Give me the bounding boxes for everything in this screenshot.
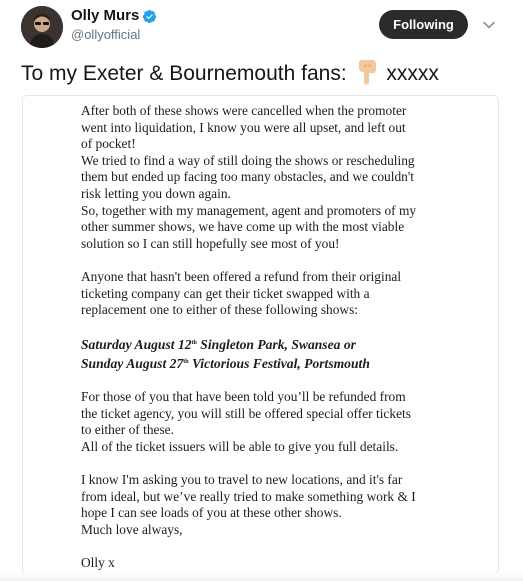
letter-signature: Olly x	[81, 555, 115, 571]
show-line-2	[81, 354, 461, 373]
tweet-text	[21, 58, 439, 90]
paragraph-gap	[81, 373, 461, 390]
paragraph-gap	[81, 455, 461, 472]
letter-text	[81, 103, 461, 572]
paragraph-gap	[81, 319, 461, 336]
following-button[interactable]: Following	[379, 10, 468, 39]
avatar[interactable]	[21, 6, 63, 48]
letter-line: We tried to find a way of still doing the shows or rescheduling	[81, 152, 415, 168]
letter-line: to either of these.	[81, 422, 174, 438]
tweet-text-main: To my Exeter & Bournemouth fans:	[21, 62, 347, 85]
verified-badge-icon	[142, 9, 157, 24]
tweet-header	[0, 0, 523, 56]
account-info	[71, 7, 157, 43]
show-2-ordinal: th	[183, 358, 189, 365]
show-1-venue: Singleton Park, Swansea or	[196, 337, 356, 353]
letter-line: Anyone that hasn't been offered a refund from their original	[81, 268, 402, 284]
letter-line: After both of these shows were cancelled when the promoter	[81, 103, 407, 118]
letter-line: So, together with my management, agent and promoters of my	[81, 202, 417, 218]
show-1-ordinal: th	[191, 340, 197, 347]
letter-line: Much love always,	[81, 521, 183, 537]
letter-line: replacement one to either of these following shows:	[81, 302, 359, 318]
paragraph-gap	[81, 252, 461, 269]
tweet-text-tail: xxxxx	[386, 62, 439, 85]
letter-line: other summer shows, we have come up with the most viable	[81, 219, 405, 235]
letter-line: For those of you that have been told you’ll be refunded from	[81, 389, 406, 405]
letter-line: them but ended up facing too many obstacles, and we couldn't	[81, 169, 415, 185]
letter-line: from ideal, but we’ve really tried to make something work & I	[81, 488, 416, 504]
show-line-1	[81, 335, 461, 354]
letter-image[interactable]	[22, 95, 499, 574]
pointing-down-hand-icon	[355, 59, 379, 85]
letter-line: ticketing company can get their ticket swapped with a	[81, 285, 370, 301]
letter-line: of pocket!	[81, 136, 136, 152]
chevron-down-icon[interactable]	[481, 17, 497, 33]
avatar-photo	[21, 6, 63, 48]
letter-line: I know I'm asking you to travel to new locations, and it's far	[81, 472, 403, 488]
paragraph-gap	[81, 538, 461, 555]
letter-line: risk letting you down again.	[81, 185, 231, 201]
letter-line: hope I can see loads of you at these other shows.	[81, 505, 342, 521]
letter-line: went into liquidation, I know you were all upset, and left out	[81, 119, 406, 135]
letter-line: the ticket agency, you will still be offered special offer tickets	[81, 405, 411, 421]
bottom-edge	[0, 573, 523, 581]
account-handle[interactable]: @ollyofficial	[71, 27, 141, 43]
display-name[interactable]: Olly Murs	[71, 7, 140, 24]
show-2-venue: Victorious Festival, Portsmouth	[188, 355, 370, 371]
letter-line: solution so I can still hopefully see most of you!	[81, 235, 340, 251]
letter-line: All of the ticket issuers will be able to give you full details.	[81, 438, 399, 454]
show-1-date: Saturday August 12	[81, 337, 192, 353]
show-2-date: Sunday August 27	[81, 355, 184, 371]
